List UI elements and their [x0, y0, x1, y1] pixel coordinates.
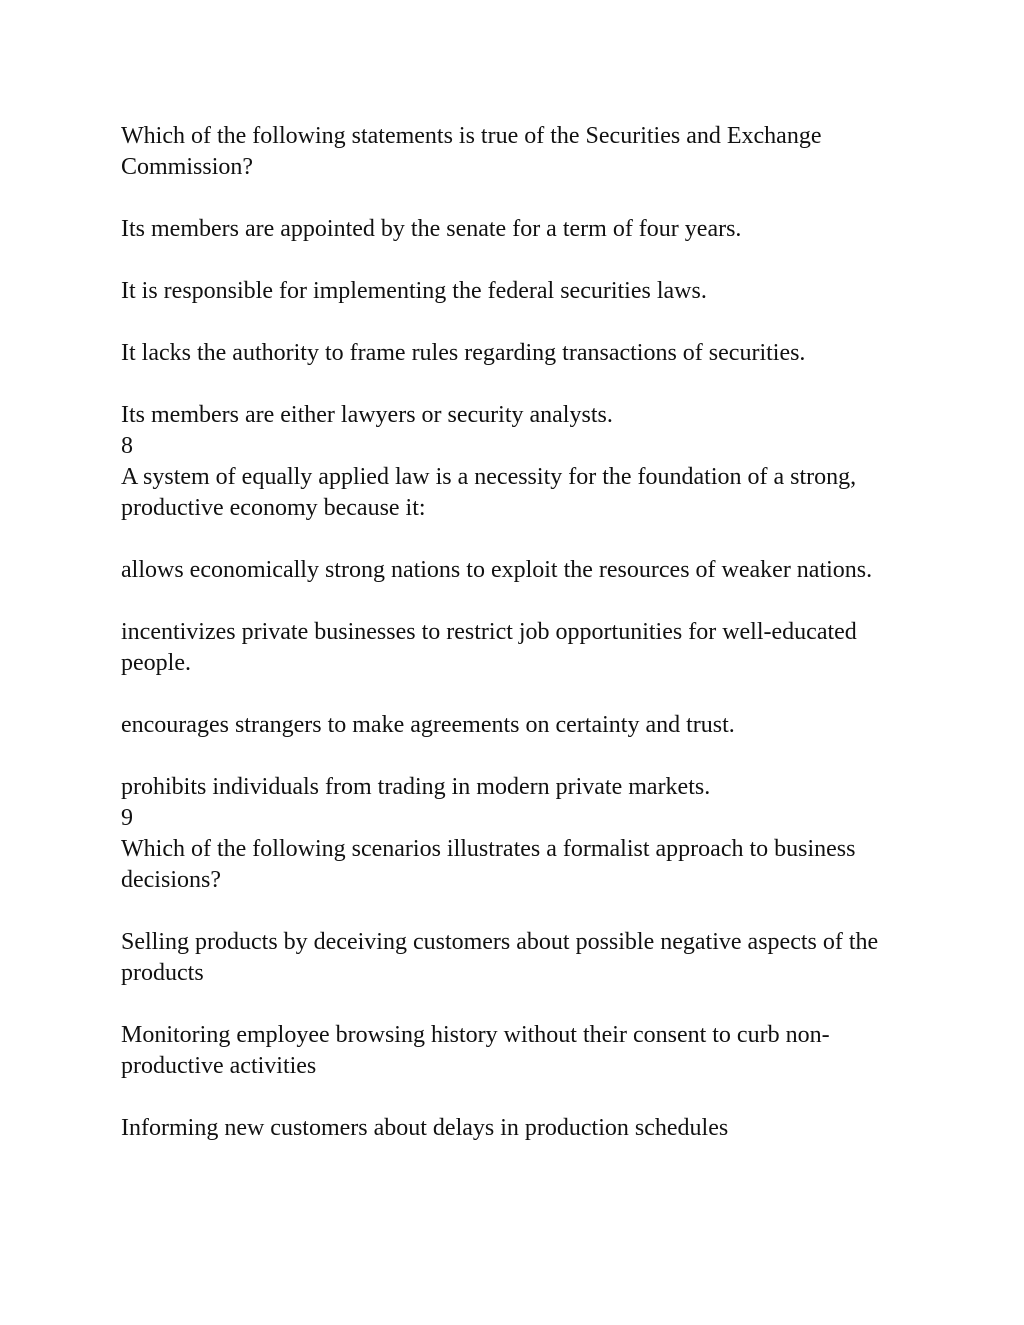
document-page	[121, 121, 911, 1144]
answer-option: Selling products by deceiving customers about possible negative aspects of the products	[121, 929, 879, 986]
question-text: Which of the following statements is true of the Securities and Exchange Commission?	[121, 123, 822, 180]
answer-option: prohibits individuals from trading in modern private markets.	[121, 774, 711, 800]
question-block	[121, 121, 911, 431]
answer-option: encourages strangers to make agreements on certainty and trust.	[121, 712, 735, 738]
answer-option: incentivizes private businesses to restrict job opportunities for well-educated people.	[121, 619, 857, 676]
question-text: Which of the following scenarios illustrates a formalist approach to business decisions?	[121, 836, 856, 893]
question-block	[121, 803, 911, 1144]
answer-option: It is responsible for implementing the federal securities laws.	[121, 278, 707, 304]
question-number: 9	[121, 805, 133, 831]
answer-option: Its members are either lawyers or security analysts.	[121, 402, 613, 428]
question-block	[121, 431, 911, 803]
question-number: 8	[121, 433, 133, 459]
answer-option: It lacks the authority to frame rules regarding transactions of securities.	[121, 340, 806, 366]
answer-option: Monitoring employee browsing history without their consent to curb non-productive activities	[121, 1022, 830, 1079]
answer-option: Informing new customers about delays in production schedules	[121, 1115, 729, 1141]
answer-option: allows economically strong nations to exploit the resources of weaker nations.	[121, 557, 873, 583]
question-text: A system of equally applied law is a necessity for the foundation of a strong, productive economy because it:	[121, 464, 857, 521]
answer-option: Its members are appointed by the senate for a term of four years.	[121, 216, 742, 242]
